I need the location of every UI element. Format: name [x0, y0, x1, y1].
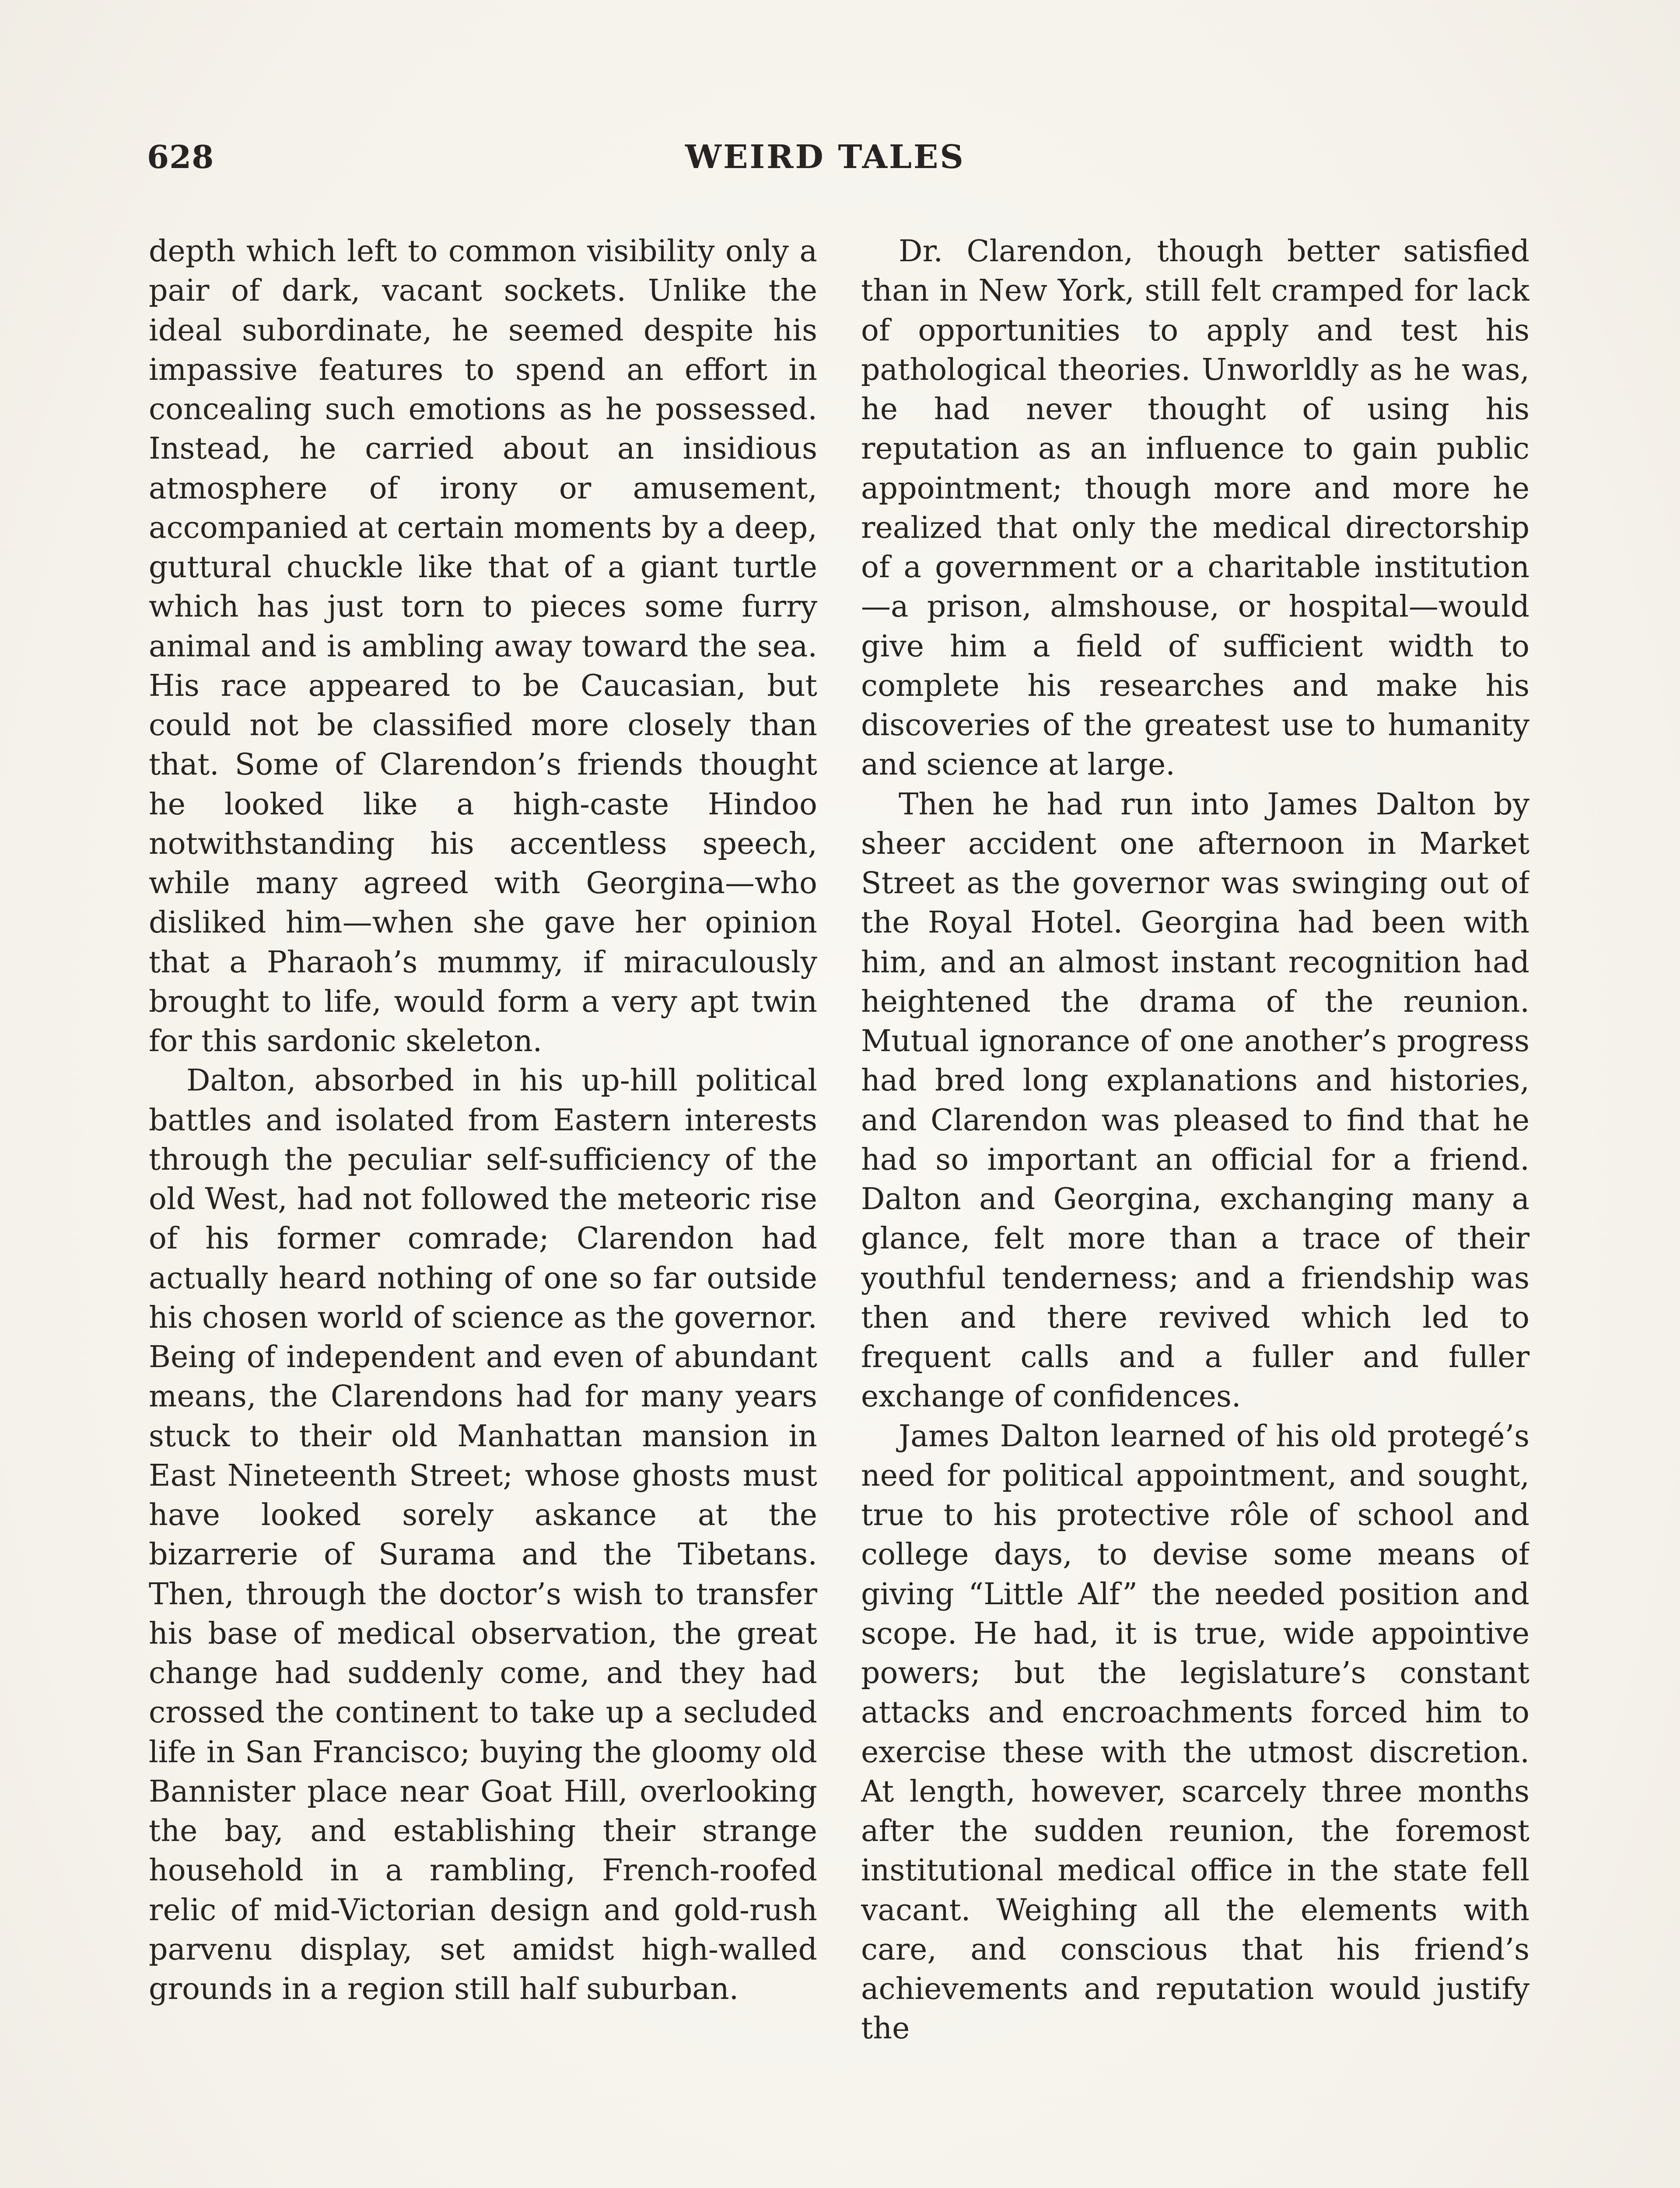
magazine-title: WEIRD TALES [685, 138, 965, 176]
right-text-column [861, 232, 1530, 2188]
left-paragraph-2: Dalton, absorbed in his up-hill political battles and isolated from Eastern interests through the peculiar self-sufficiency of the old West, had not followed the meteoric rise of his former comrade; Clarendon had actually heard nothing of one so far outside his chosen world of science as the governor. Being of independent and even of abundant means, the Clarendons had for many years stuck to their old Manhattan mansion in East Nineteenth Street; whose ghosts must have looked sorely askance at the bizarrerie of Surama and the Tibetans. Then, through the doctor’s wish to transfer his base of medical observation, the great change had suddenly come, and they had crossed the continent to take up a secluded life in San Francisco; buying the gloomy old Bannister place near Goat Hill, overlooking the bay, and establishing their strange household in a rambling, French-roofed relic of mid-Victorian design and gold-rush parvenu display, set amidst high-walled grounds in a region still half suburban. [149, 1063, 817, 2006]
page-number: 628 [147, 138, 214, 175]
running-head [147, 138, 998, 182]
left-paragraph-1: depth which left to common visibility only a pair of dark, vacant sockets. Unlike the ideal subordinate, he seemed despite his impassive features to spend an effort in concealing such emotions as he possessed. Instead, he carried about an insidious atmosphere of irony or amusement, accompanied at certain moments by a deep, guttural chuckle like that of a giant turtle which has just torn to pieces some furry animal and is ambling away toward the sea. His race appeared to be Caucasian, but could not be classified more closely than that. Some of Clarendon’s friends thought he looked like a high-caste Hindoo notwithstanding his accentless speech, while many agreed with Georgina—who disliked him—when she gave her opinion that a Pharaoh’s mummy, if miraculously brought to life, would form a very apt twin for this sardonic skeleton. [149, 234, 817, 1059]
right-paragraph-2: Then he had run into James Dalton by sheer accident one afternoon in Market Street as the governor was swinging out of the Royal Hotel. Georgina had been with him, and an almost instant recognition had heightened the drama of the reunion. Mutual ignorance of one another’s progress had bred long explanations and histories, and Clarendon was pleased to find that he had so important an official for a friend. Dalton and Georgina, exchanging many a glance, felt more than a trace of their youthful tenderness; and a friendship was then and there revived which led to frequent calls and a fuller and fuller exchange of confidences. [861, 787, 1530, 1414]
right-paragraph-3: James Dalton learned of his old protegé’s need for political appointment, and sought, true to his protective rôle of school and college days, to devise some means of giving “Little Alf” the needed position and scope. He had, it is true, wide appointive powers; but the legislature’s constant attacks and encroachments forced him to exercise these with the utmost discretion. At length, however, scarcely three months after the sudden reunion, the foremost institutional medical office in the state fell vacant. Weighing all the elements with care, and conscious that his friend’s achievements and reputation would justify the [861, 1419, 1530, 2046]
left-text-column [149, 232, 817, 2188]
right-paragraph-1: Dr. Clarendon, though better satisfied than in New York, still felt cramped for lack of opportunities to apply and test his pathological theories. Unworldly as he was, he had never thought of using his reputation as an influence to gain public appointment; though more and more he realized that only the medical directorship of a government or a charitable institution—a prison, almshouse, or hospital—would give him a field of sufficient width to complete his researches and make his discoveries of the greatest use to humanity and science at large. [861, 234, 1530, 782]
